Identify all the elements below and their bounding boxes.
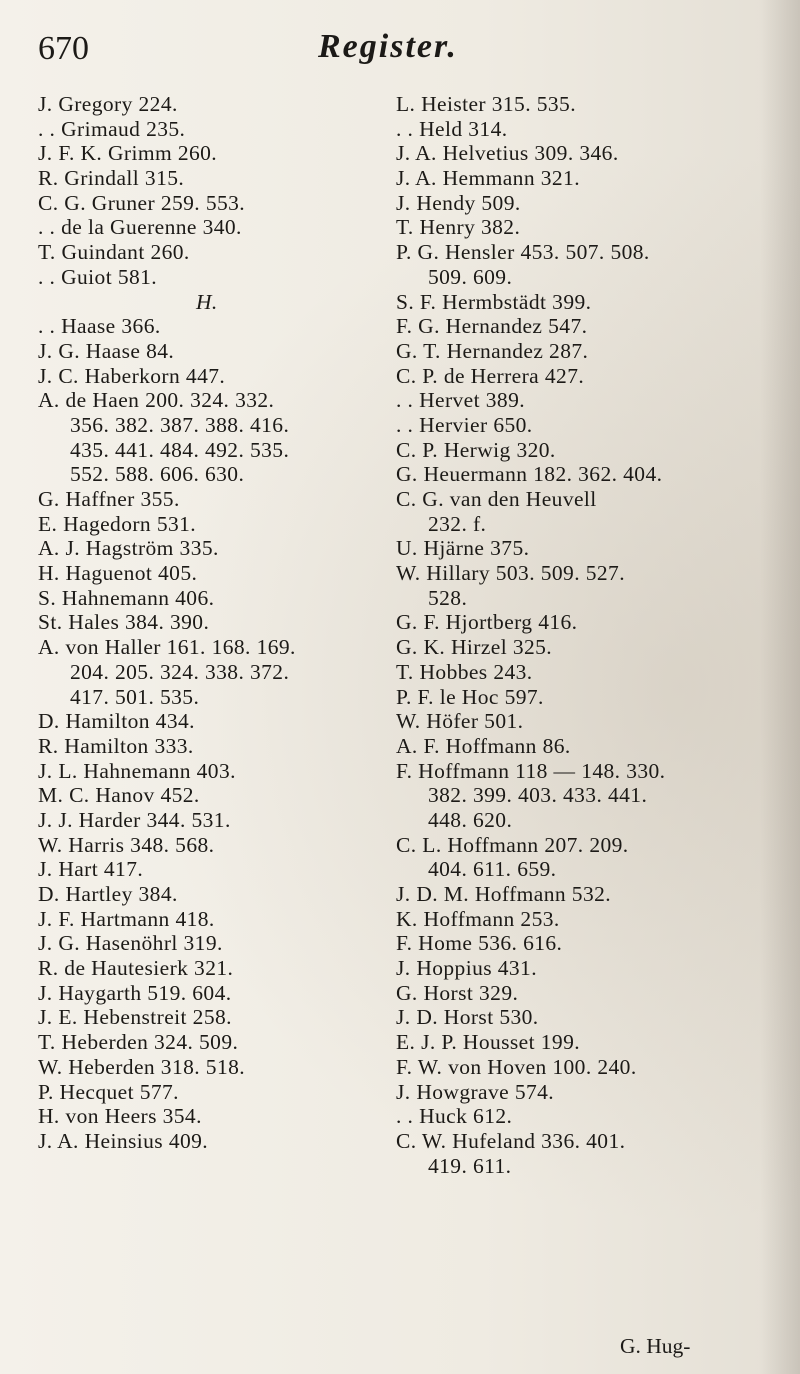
index-entry: M. C. Hanov 452. (38, 783, 200, 808)
index-entry: W. Heberden 318. 518. (38, 1054, 246, 1079)
index-entry: P. F. le Hoc 597. (396, 684, 544, 709)
index-entry: . . Held 314. (396, 116, 508, 141)
index-entry: J. A. Heinsius 409. (38, 1128, 209, 1153)
index-entry: F. W. von Hoven 100. 240. (396, 1054, 637, 1079)
index-entry: D. Hartley 384. (38, 882, 178, 906)
index-entry: J. Howgrave 574. (396, 1079, 555, 1104)
index-entry: J. A. Helvetius 309. 346. (396, 141, 619, 166)
index-entry: . . de la Guerenne 340. (38, 215, 242, 240)
index-entry: P. G. Hensler 453. 507. 508. (396, 240, 650, 265)
index-entry: R. Hamilton 333. (38, 733, 194, 758)
index-entry: C. G. Gruner 259. 553. (38, 190, 246, 215)
index-entry: G. Haffner 355. (38, 487, 180, 511)
index-entry: J. Gregory 224. (38, 92, 178, 116)
index-entry: C. L. Hoffmann 207. 209. (396, 832, 629, 857)
index-entry: T. Hobbes 243. (396, 659, 533, 684)
index-entry: R. de Hautesierk 321. (38, 956, 234, 981)
index-entry: J. Haygarth 519. 604. (38, 980, 232, 1005)
catchword: G. Hug- (620, 1334, 691, 1358)
index-entry: J. C. Haberkorn 447. (38, 363, 226, 388)
section-letter: H. (196, 289, 218, 314)
index-entry: . . Hervet 389. (396, 388, 525, 413)
index-entry: G. K. Hirzel 325. (396, 635, 553, 660)
page-number: 670 (38, 30, 89, 67)
index-entry: J. L. Hahnemann 403. (38, 758, 236, 783)
index-entry: E. J. P. Housset 199. (396, 1030, 581, 1055)
index-entry: J. G. Hasenöhrl 319. (38, 931, 223, 956)
index-entry: J. Hoppius 431. (396, 956, 537, 981)
index-entry-continuation: 204. 205. 324. 338. 372. (70, 659, 290, 684)
index-entry: F. G. Hernandez 547. (396, 314, 588, 339)
index-entry: R. Grindall 315. (38, 166, 185, 191)
index-entry: J. Hart 417. (38, 857, 144, 882)
index-entry-continuation: 528. (428, 585, 468, 610)
index-entry-continuation: 435. 441. 484. 492. 535. (70, 437, 290, 462)
index-entry: G. F. Hjortberg 416. (396, 610, 578, 635)
index-entry: J. Hendy 509. (396, 190, 521, 215)
index-entry: G. Horst 329. (396, 980, 519, 1005)
index-entry-continuation: 356. 382. 387. 388. 416. (70, 412, 290, 437)
index-entry: J. J. Harder 344. 531. (38, 807, 231, 832)
index-entry: W. Hillary 503. 509. 527. (396, 561, 625, 586)
left-index-column (38, 92, 390, 1154)
right-index-column (396, 92, 726, 1178)
index-entry-continuation: 404. 611. 659. (428, 857, 557, 882)
index-entry: T. Guindant 260. (38, 240, 190, 265)
index-entry: S. Hahnemann 406. (38, 585, 215, 610)
index-entry: W. Harris 348. 568. (38, 832, 215, 857)
index-entry: J. D. M. Hoffmann 532. (396, 882, 612, 906)
index-entry: G. T. Hernandez 287. (396, 338, 589, 363)
index-entry: J. E. Hebenstreit 258. (38, 1005, 232, 1030)
spine-shadow (760, 0, 800, 1374)
index-entry: J. A. Hemmann 321. (396, 166, 580, 191)
index-entry: . . Grimaud 235. (38, 116, 186, 141)
index-entry: . . Huck 612. (396, 1104, 513, 1129)
index-entry: F. Home 536. 616. (396, 931, 563, 956)
index-entry: G. Heuermann 182. 362. 404. (396, 462, 663, 487)
index-entry: J. F. Hartmann 418. (38, 906, 215, 931)
index-entry: . . Haase 366. (38, 314, 161, 339)
running-head: Register. (318, 28, 458, 65)
index-entry-continuation: 382. 399. 403. 433. 441. (428, 783, 648, 808)
index-entry-continuation: 419. 611. (428, 1153, 512, 1178)
index-entry: T. Heberden 324. 509. (38, 1030, 239, 1055)
index-entry: A. J. Hagström 335. (38, 536, 219, 561)
index-entry: J. D. Horst 530. (396, 1005, 539, 1030)
index-entry: P. Hecquet 577. (38, 1079, 179, 1104)
index-entry: J. F. K. Grimm 260. (38, 141, 218, 166)
index-entry: F. Hoffmann 118 — 148. 330. (396, 758, 666, 783)
index-entry: J. G. Haase 84. (38, 338, 175, 363)
index-entry-continuation: 417. 501. 535. (70, 684, 200, 709)
index-entry: . . Hervier 650. (396, 412, 533, 437)
index-entry: T. Henry 382. (396, 215, 521, 240)
index-entry-continuation: 448. 620. (428, 807, 513, 832)
index-entry: St. Hales 384. 390. (38, 610, 210, 635)
index-entry: L. Heister 315. 535. (396, 92, 576, 116)
index-entry: D. Hamilton 434. (38, 709, 195, 734)
index-entry: E. Hagedorn 531. (38, 511, 197, 536)
index-entry: A. von Haller 161. 168. 169. (38, 635, 296, 660)
index-entry-continuation: 552. 588. 606. 630. (70, 462, 245, 487)
index-entry-continuation: 232. f. (428, 511, 487, 536)
index-entry-continuation: 509. 609. (428, 264, 513, 289)
index-entry: S. F. Hermbstädt 399. (396, 289, 592, 314)
index-entry: H. Haguenot 405. (38, 561, 198, 586)
index-entry: C. G. van den Heuvell (396, 487, 597, 511)
index-entry: W. Höfer 501. (396, 709, 524, 734)
index-entry: C. P. de Herrera 427. (396, 363, 585, 388)
page-header (0, 22, 800, 82)
index-entry: U. Hjärne 375. (396, 536, 530, 561)
index-entry: A. F. Hoffmann 86. (396, 733, 571, 758)
index-entry: K. Hoffmann 253. (396, 906, 560, 931)
index-entry: H. von Heers 354. (38, 1104, 202, 1129)
index-entry: C. P. Herwig 320. (396, 437, 556, 462)
index-entry: A. de Haen 200. 324. 332. (38, 388, 275, 413)
index-entry: C. W. Hufeland 336. 401. (396, 1128, 626, 1153)
index-entry: . . Guiot 581. (38, 264, 158, 289)
